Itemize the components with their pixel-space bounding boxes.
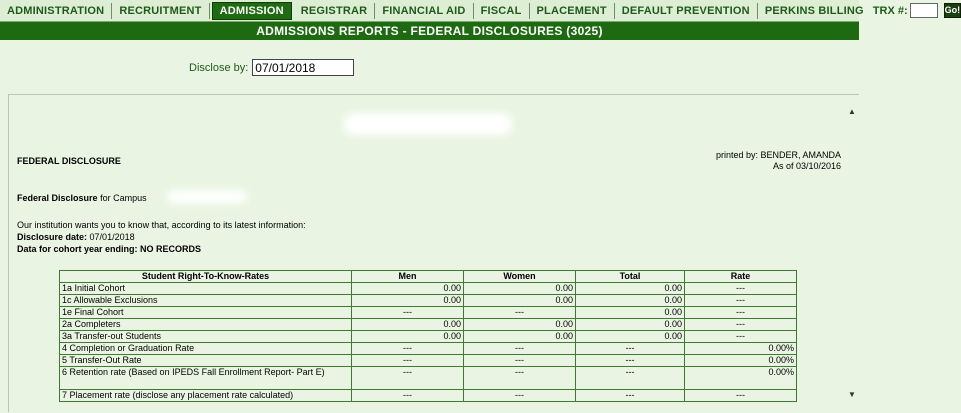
redacted-institution-name [344, 113, 512, 135]
nav-fiscal[interactable]: FISCAL [474, 3, 530, 19]
disclose-by-row [189, 59, 354, 76]
cell-men: --- [352, 343, 464, 355]
cell-rate: --- [685, 319, 797, 331]
disclosure-date-label: Disclosure date: [17, 232, 88, 242]
table-row [60, 331, 797, 343]
scroll-up-icon[interactable]: ▲ [848, 107, 856, 116]
cell-men: 0.00 [352, 331, 464, 343]
header-rate: Rate [685, 271, 797, 283]
cell-total: 0.00 [576, 307, 685, 319]
trx-label: TRX #: [872, 4, 908, 17]
right-to-know-table [59, 270, 797, 402]
cell-women: 0.00 [464, 319, 576, 331]
row-label: 3a Transfer-out Students [60, 331, 352, 343]
cell-women: 0.00 [464, 331, 576, 343]
row-label: 7 Placement rate (disclose any placement rate calculated) [60, 390, 352, 402]
scroll-down-icon[interactable]: ▼ [848, 390, 856, 399]
cell-total: 0.00 [576, 331, 685, 343]
campus-line-bold: Federal Disclosure [17, 193, 98, 203]
header-men: Men [352, 271, 464, 283]
cell-rate: --- [685, 390, 797, 402]
cell-men: --- [352, 367, 464, 390]
campus-line [17, 193, 147, 203]
cell-men: 0.00 [352, 319, 464, 331]
table-row [60, 355, 797, 367]
campus-line-text: for Campus [100, 193, 147, 203]
table-row [60, 367, 797, 390]
cell-women: --- [464, 343, 576, 355]
top-navigation [0, 0, 961, 22]
cell-men: 0.00 [352, 295, 464, 307]
intro-text: Our institution wants you to know that, according to its latest information: [17, 220, 306, 230]
page-title: ADMISSIONS REPORTS - FEDERAL DISCLOSURES (3025) [0, 22, 859, 40]
nav-registrar[interactable]: REGISTRAR [294, 3, 376, 19]
row-label: 4 Completion or Graduation Rate [60, 343, 352, 355]
cell-women: 0.00 [464, 295, 576, 307]
nav-perkins-billing[interactable]: PERKINS BILLING [764, 4, 864, 17]
cell-men: --- [352, 307, 464, 319]
cohort-line: Data for cohort year ending: NO RECORDS [17, 244, 202, 254]
report-heading: FEDERAL DISCLOSURE [17, 156, 121, 166]
header-rates: Student Right-To-Know-Rates [60, 271, 352, 283]
cell-women: --- [464, 367, 576, 390]
nav-financial-aid[interactable]: FINANCIAL AID [375, 3, 473, 19]
cell-rate: --- [685, 283, 797, 295]
cell-rate: 0.00% [685, 355, 797, 367]
cell-total: 0.00 [576, 283, 685, 295]
nav-admission[interactable]: ADMISSION [212, 2, 292, 20]
cell-women: --- [464, 307, 576, 319]
row-label: 5 Transfer-Out Rate [60, 355, 352, 367]
report-frame [8, 94, 859, 412]
row-label: 1e Final Cohort [60, 307, 352, 319]
report-scrollbar[interactable] [847, 95, 859, 413]
cell-rate: --- [685, 307, 797, 319]
nav-administration[interactable]: ADMINISTRATION [0, 3, 112, 19]
cell-total: --- [576, 343, 685, 355]
as-of-date: As of 03/10/2016 [772, 161, 841, 171]
table-header-row [60, 271, 797, 283]
table-row [60, 343, 797, 355]
row-label: 1c Allowable Exclusions [60, 295, 352, 307]
table-row [60, 295, 797, 307]
cell-rate: 0.00% [685, 367, 797, 390]
disclosure-date-line [17, 232, 135, 242]
disclose-by-input[interactable] [252, 59, 354, 76]
cell-men: --- [352, 390, 464, 402]
cell-women: --- [464, 390, 576, 402]
cell-women: --- [464, 355, 576, 367]
row-label: 1a Initial Cohort [60, 283, 352, 295]
row-label: 6 Retention rate (Based on IPEDS Fall Enrollment Report- Part E) [60, 367, 352, 390]
header-women: Women [464, 271, 576, 283]
cell-total: 0.00 [576, 319, 685, 331]
trx-input[interactable] [910, 3, 938, 18]
cell-rate: --- [685, 295, 797, 307]
table-row [60, 390, 797, 402]
cell-total: 0.00 [576, 295, 685, 307]
printed-by: printed by: BENDER, AMANDA [715, 150, 841, 160]
nav-default-prevention[interactable]: DEFAULT PREVENTION [615, 3, 758, 19]
cell-men: 0.00 [352, 283, 464, 295]
table-row [60, 283, 797, 295]
row-label: 2a Completers [60, 319, 352, 331]
cell-total: --- [576, 355, 685, 367]
cell-total: --- [576, 367, 685, 390]
redacted-campus-name [167, 190, 247, 203]
nav-recruitment[interactable]: RECRUITMENT [112, 3, 209, 19]
header-total: Total [576, 271, 685, 283]
go-button[interactable]: Go! [944, 3, 961, 18]
disclosure-date-value: 07/01/2018 [89, 232, 135, 242]
table-row [60, 307, 797, 319]
cell-women: 0.00 [464, 283, 576, 295]
cell-rate: --- [685, 331, 797, 343]
table-row [60, 319, 797, 331]
cell-total: --- [576, 390, 685, 402]
disclose-by-label: Disclose by: [189, 61, 249, 74]
cell-rate: 0.00% [685, 343, 797, 355]
nav-placement[interactable]: PLACEMENT [530, 3, 615, 19]
cell-men: --- [352, 355, 464, 367]
